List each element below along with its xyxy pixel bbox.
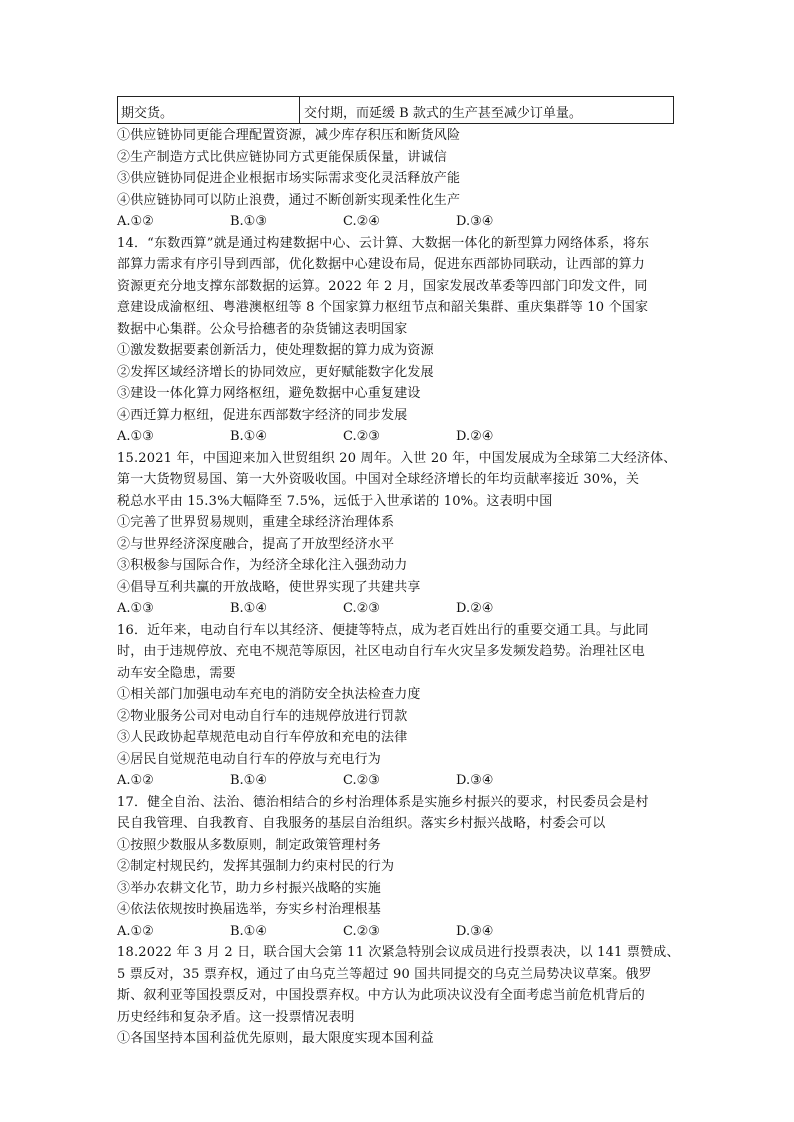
q18-stem-line-2: 5 票反对，35 票弃权，通过了由乌克兰等超过 90 国共同提交的乌克兰局势决议草案。俄罗 xyxy=(117,967,652,982)
q17-options xyxy=(117,924,677,940)
q15-option-d: D.②④ xyxy=(456,601,494,616)
q15-option-c: C.②③ xyxy=(343,601,380,616)
table-cell-left: 期交货。 xyxy=(118,97,300,123)
q13-option-c: C.②④ xyxy=(343,214,380,229)
q16-options xyxy=(117,773,677,789)
q17-item-2: ②制定村规民约，发挥其强制力约束村民的行为 xyxy=(117,859,395,874)
q18-stem-line-3: 斯、叙利亚等国投票反对，中国投票弃权。中方认为此项决议没有全面考虑当前危机背后的 xyxy=(117,988,646,1003)
q17-option-b: B.①④ xyxy=(230,924,267,939)
q14-item-2: ②发挥区域经济增长的协同效应，更好赋能数字化发展 xyxy=(117,365,434,380)
q13-option-a: A.①② xyxy=(117,214,154,229)
q16-stem-line-1: 16．近年来，电动自行车以其经济、便捷等特点，成为老百姓出行的重要交通工具。与此同 xyxy=(117,623,649,638)
q18-stem-line-4: 历史经纬和复杂矛盾。这一投票情况表明 xyxy=(117,1010,355,1025)
q13-item-1: ①供应链协同更能合理配置资源，减少库存积压和断货风险 xyxy=(117,128,461,143)
q16-item-3: ③人民政协起草规范电动自行车停放和充电的法律 xyxy=(117,730,408,745)
q13-item-2: ②生产制造方式比供应链协同方式更能保质保量，讲诚信 xyxy=(117,150,448,165)
q14-options xyxy=(117,429,677,445)
q16-item-1: ①相关部门加强电动车充电的消防安全执法检查力度 xyxy=(117,687,421,702)
q16-item-4: ④居民自觉规范电动自行车的停放与充电行为 xyxy=(117,752,382,767)
q18-stem-line-1: 18.2022 年 3 月 2 日，联合国大会第 11 次紧急特别会议成员进行投票表决，以 141 票赞成、 xyxy=(117,945,680,960)
q17-stem-line-1: 17．健全自治、法治、德治相结合的乡村治理体系是实施乡村振兴的要求，村民委员会是村 xyxy=(117,795,649,810)
q14-option-b: B.①④ xyxy=(230,429,267,444)
q17-option-a: A.①② xyxy=(117,924,154,939)
q13-item-3: ③供应链协同促进企业根据市场实际需求变化灵活释放产能 xyxy=(117,171,461,186)
q18-item-1: ①各国坚持本国利益优先原则，最大限度实现本国利益 xyxy=(117,1031,434,1046)
q13-item-4: ④供应链协同可以防止浪费，通过不断创新实现柔性化生产 xyxy=(117,193,461,208)
q14-item-3: ③建设一体化算力网络枢纽，避免数据中心重复建设 xyxy=(117,386,421,401)
carryover-table xyxy=(117,96,674,124)
q16-stem-line-3: 动车安全隐患，需要 xyxy=(117,666,236,681)
q15-stem-line-1: 15.2021 年，中国迎来加入世贸组织 20 周年。入世 20 年，中国发展成为全球第二大经济体、 xyxy=(117,451,677,466)
q15-item-4: ④倡导互利共赢的开放战略，使世界实现了共建共享 xyxy=(117,580,421,595)
q13-option-d: D.③④ xyxy=(456,214,494,229)
q17-item-1: ①按照少数服从多数原则，制定政策管理村务 xyxy=(117,838,382,853)
q16-option-d: D.③④ xyxy=(456,773,494,788)
q16-option-b: B.①④ xyxy=(230,773,267,788)
q16-stem-line-2: 时，由于违规停放、充电不规范等原因，社区电动自行车火灾呈多发频发趋势。治理社区电 xyxy=(117,644,646,659)
q16-option-c: C.②③ xyxy=(343,773,380,788)
q15-item-3: ③积极参与国际合作，为经济全球化注入强劲动力 xyxy=(117,558,408,573)
q14-stem-line-2: 部算力需求有序引导到西部，优化数据中心建设布局，促进东西部协同联动，让西部的算力 xyxy=(117,257,646,272)
q14-stem-line-1: 14．“东数西算”就是通过构建数据中心、云计算、大数据一体化的新型算力网络体系，将东 xyxy=(117,236,650,251)
q15-item-1: ①完善了世界贸易规则，重建全球经济治理体系 xyxy=(117,515,395,530)
q14-option-a: A.①③ xyxy=(117,429,154,444)
q16-option-a: A.①② xyxy=(117,773,154,788)
q17-option-c: C.②③ xyxy=(343,924,380,939)
table-cell-right: 交付期，而延缓 B 款式的生产甚至减少订单量。 xyxy=(304,106,582,121)
q17-item-3: ③举办农耕文化节，助力乡村振兴战略的实施 xyxy=(117,881,382,896)
q16-item-2: ②物业服务公司对电动自行车的违规停放进行罚款 xyxy=(117,709,408,724)
q14-stem-line-3: 资源更充分地支撑东部数据的运算。2022 年 2 月，国家发展改革委等四部门印发文件，同 xyxy=(117,279,648,294)
q14-item-1: ①激发数据要素创新活力，使处理数据的算力成为资源 xyxy=(117,343,434,358)
q17-option-d: D.③④ xyxy=(456,924,494,939)
q14-item-4: ④西迁算力枢纽，促进东西部数字经济的同步发展 xyxy=(117,408,408,423)
q14-stem-line-5: 数据中心集群。公众号拾穗者的杂货铺这表明国家 xyxy=(117,322,408,337)
q14-stem-line-4: 意建设成渝枢纽、粤港澳枢纽等 8 个国家算力枢纽节点和韶关集群、重庆集群等 10 个国家 xyxy=(117,300,649,315)
q13-options xyxy=(117,214,677,230)
q15-stem-line-3: 税总水平由 15.3%大幅降至 7.5%，远低于入世承诺的 10%。这表明中国 xyxy=(117,494,553,509)
q14-option-d: D.②④ xyxy=(456,429,494,444)
q14-option-c: C.②③ xyxy=(343,429,380,444)
q13-option-b: B.①③ xyxy=(230,214,267,229)
q17-stem-line-2: 民自我管理、自我教育、自我服务的基层自治组织。落实乡村振兴战略，村委会可以 xyxy=(117,816,606,831)
q17-item-4: ④依法依规按时换届选举，夯实乡村治理根基 xyxy=(117,902,382,917)
q15-options xyxy=(117,601,677,617)
q15-option-b: B.①④ xyxy=(230,601,267,616)
q15-option-a: A.①③ xyxy=(117,601,154,616)
q15-item-2: ②与世界经济深度融合，提高了开放型经济水平 xyxy=(117,537,395,552)
q15-stem-line-2: 第一大货物贸易国、第一大外资吸收国。中国对全球经济增长的年均贡献率接近 30%，关 xyxy=(117,472,640,487)
